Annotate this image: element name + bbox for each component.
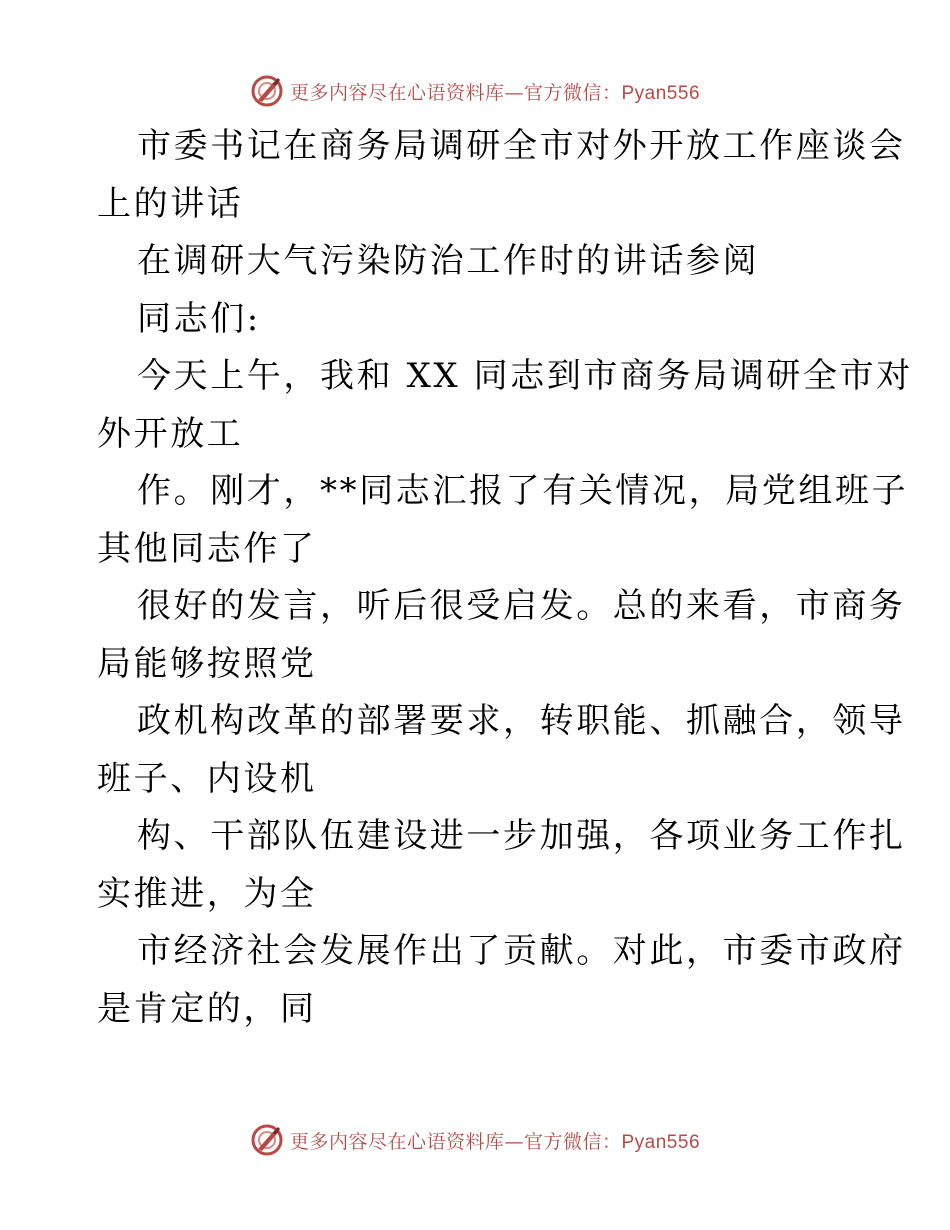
banner-wechat-id: Pyan556 <box>621 1131 701 1153</box>
banner-slogan: 更多内容尽在心语资料库—官方微信： <box>289 81 622 104</box>
text-line: 在调研大气污染防治工作时的讲话参阅 <box>137 241 760 281</box>
text-line: 构、干部队伍建设进一步加强，各项业务工作扎 <box>137 816 906 856</box>
text-line: 外开放工 <box>97 413 244 454</box>
text-line: 作。刚才，**同志汇报了有关情况，局党组班子 <box>137 471 909 511</box>
banner-wechat-id: Pyan556 <box>621 82 701 104</box>
text-line: 市经济社会发展作出了贡献。对此，市委市政府 <box>137 931 906 971</box>
text-line: 市委书记在商务局调研全市对外开放工作座谈会 <box>137 126 906 166</box>
text-line: 很好的发言，听后很受启发。总的来看，市商务 <box>137 586 906 626</box>
red-quill-circle-icon <box>250 74 284 108</box>
banner-text <box>290 1127 700 1154</box>
text-line: 班子、内设机 <box>97 758 317 799</box>
red-quill-circle-icon <box>250 1123 284 1157</box>
text-line: 同志们: <box>137 298 261 339</box>
text-line: 上的讲话 <box>97 183 244 224</box>
document-body <box>97 118 913 1038</box>
banner-text <box>290 78 700 105</box>
text-line: 局能够按照党 <box>97 643 317 684</box>
text-line: 政机构改革的部署要求，转职能、抓融合，领导 <box>137 701 906 741</box>
text-line: 实推进，为全 <box>97 873 317 914</box>
text-line: 其他同志作了 <box>97 528 317 569</box>
text-line: 今天上午，我和 XX 同志到市商务局调研全市对 <box>137 356 913 396</box>
footer-banner <box>0 1120 950 1160</box>
header-banner <box>0 71 950 111</box>
banner-slogan: 更多内容尽在心语资料库—官方微信： <box>289 1130 622 1153</box>
text-line: 是肯定的，同 <box>97 988 317 1029</box>
